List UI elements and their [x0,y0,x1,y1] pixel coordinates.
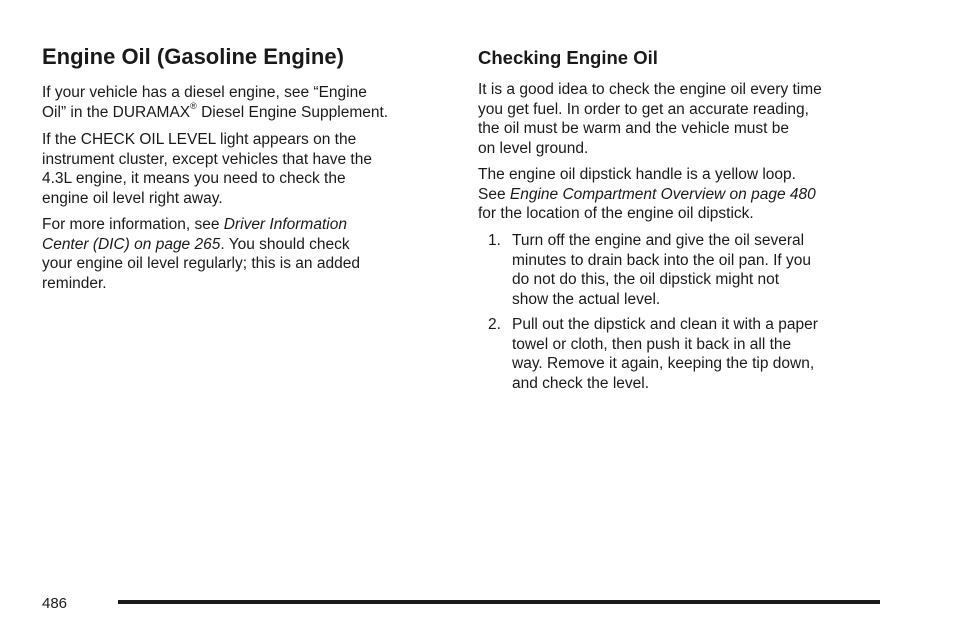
text-segment: . You should check [220,235,350,253]
text-line: Pull out the dipstick and clean it with a paper [512,316,818,333]
text-line: for the location of the engine oil dipstick. [478,205,754,223]
footer-rule [118,600,880,604]
registered-mark: ® [190,101,197,112]
text-line: do not do this, the oil dipstick might not [512,271,780,289]
text-segment: For more information, see [42,216,224,233]
paragraph-dipstick-location [478,165,816,224]
text-line: If the CHECK OIL LEVEL light appears on the [42,131,357,148]
text-segment: Oil” in the DURAMAX [42,103,191,121]
paragraph-more-information [42,215,360,293]
text-line: 4.3L engine, it means you need to check the [42,170,346,188]
cross-reference-link[interactable]: Engine Compartment Overview on page 480 [509,185,816,203]
text-line: The engine oil dipstick handle is a yellow loop. [478,166,796,183]
text-line: show the actual level. [512,290,661,308]
text-line: way. Remove it again, keeping the tip down, [512,355,815,373]
paragraph-check-oil-light [42,130,372,208]
text-line: If your vehicle has a diesel engine, see “Engine [42,84,367,101]
section-title-checking-engine-oil: Checking Engine Oil [478,47,658,68]
text-line: Turn off the engine and give the oil several [512,232,805,249]
text-line: you get fuel. In order to get an accurate reading, [478,100,809,118]
text-line: on level ground. [478,139,589,157]
text-line [42,103,388,123]
text-line: It is a good idea to check the engine oil every time [478,81,822,98]
cross-reference-link[interactable]: Driver Information [223,216,347,233]
text-line [42,215,360,235]
section-title-engine-oil: Engine Oil (Gasoline Engine) [42,44,344,69]
text-line: instrument cluster, except vehicles that have the [42,150,372,168]
step-text [512,231,811,309]
step-number: 2. [488,316,501,333]
text-line: and check the level. [512,374,650,392]
paragraph-diesel-note [42,83,388,122]
cross-reference-link[interactable]: Center (DIC) on page 265 [42,235,221,253]
text-line: towel or cloth, then push it back in all the [512,335,792,353]
step-number: 1. [488,232,501,249]
text-segment: Diesel Engine Supplement. [196,103,389,121]
paragraph-check-oil-advice [478,80,822,158]
text-line [478,185,816,205]
text-segment: See [478,185,510,203]
text-line: reminder. [42,274,107,292]
text-line [42,235,360,255]
text-line: engine oil level right away. [42,189,223,207]
text-line: your engine oil level regularly; this is an added [42,255,360,273]
step-text [512,315,818,393]
text-line: minutes to drain back into the oil pan. If you [512,251,811,269]
text-line: the oil must be warm and the vehicle must be [478,120,790,138]
page-number: 486 [42,595,68,612]
